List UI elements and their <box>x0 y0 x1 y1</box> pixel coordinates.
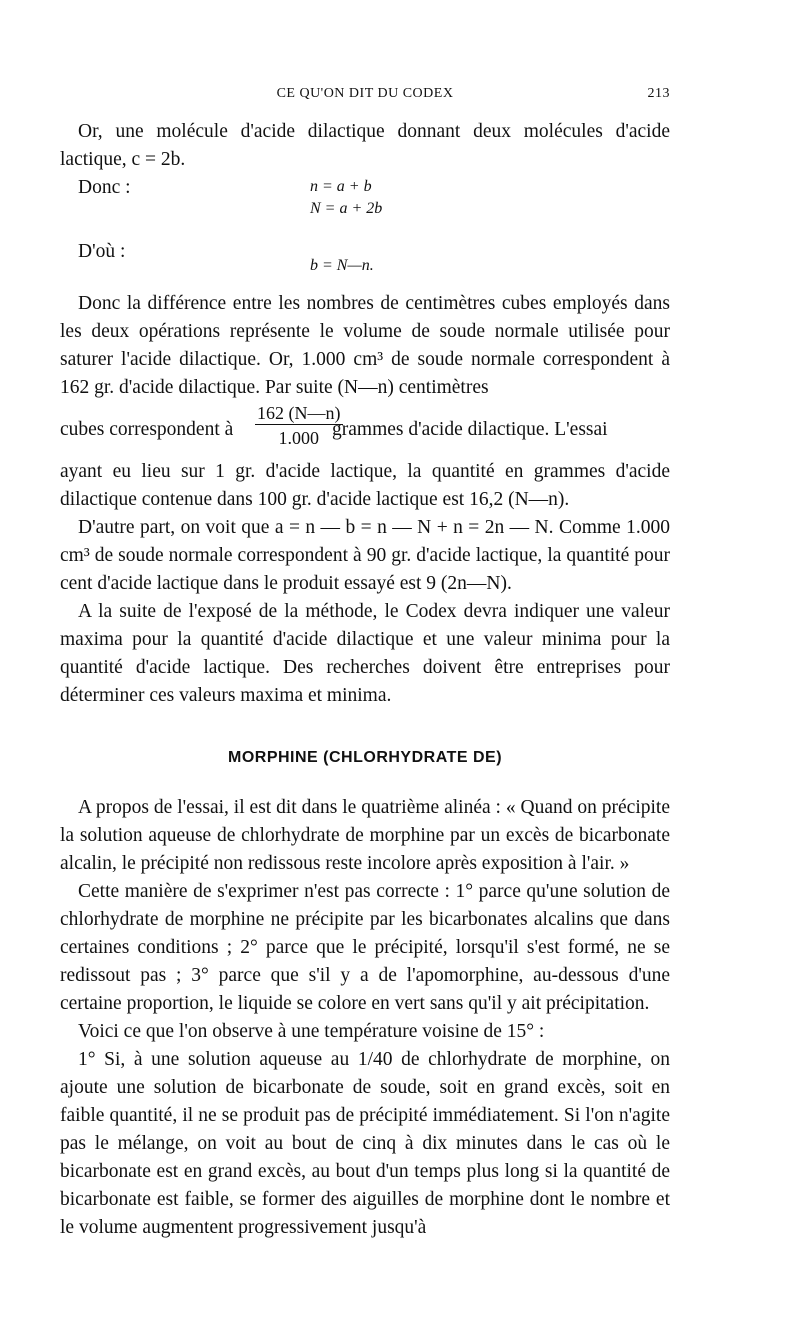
paragraph-6: Cette manière de s'exprimer n'est pas correcte : 1° parce qu'une solution de chlorhydrate de morphine ne précipite par les bicarbonates alcalins que dans certaines conditions ; 2° parce que le précipité, lorsqu'il s'est formé, ne se redissout pas ; 3° parce que s'il y a de l'apomorphine, au-dessous d'une certaine proportion, le liquide se colore en vert sans qu'il y ait précipitation. <box>60 881 670 1014</box>
paragraph-8: 1° Si, à une solution aqueuse au 1/40 de chlorhydrate de morphine, on ajoute une solution de bicarbonate de soude, soit en grand excès, soit en faible quantité, il ne se produit pas de précipité immédiatement. Si l'on n'agite pas le mélange, on voit au bout de cinq à dix minutes dans le cas où le bicarbonate est en grand excès, au bout d'un temps plus long si la quantité de bicarbonate est faible, se former des aiguilles de morphine dont le nombre et le volume augmentent progressivement jusqu'à <box>60 1049 670 1238</box>
page-body <box>60 118 670 1242</box>
page-number: 213 <box>647 86 670 101</box>
equation-block-donc <box>60 174 670 236</box>
donc-label: Donc : <box>78 177 131 198</box>
paragraph-2: Donc la différence entre les nombres de centimètres cubes employés dans les deux opérations représente le volume de soude normale utilisée pour saturer l'acide dilactique. Or, 1.000 cm³ de soude normale correspondent à 162 gr. d'acide dilactique. Par suite (N—n) centimètres <box>60 293 670 398</box>
section-title: MORPHINE (CHLORHYDRATE DE) <box>227 749 503 766</box>
fraction-denominator: 1.000 <box>278 428 319 448</box>
running-head <box>60 86 670 110</box>
equation-block-dou <box>60 236 670 280</box>
equation-2: N = a + 2b <box>310 200 383 217</box>
paragraph-2-end: ayant eu lieu sur 1 gr. d'acide lactique, la quantité en grammes d'acide dilactique contenue dans 100 gr. d'acide lactique est 16,2 (N—n). <box>60 461 670 510</box>
paragraph-7: Voici ce que l'on observe à une température voisine de 15° : <box>78 1021 545 1042</box>
fraction <box>255 402 343 449</box>
running-title: CE QU'ON DIT DU CODEX <box>276 86 454 101</box>
fraction-line <box>60 402 670 458</box>
equations-system <box>310 176 382 220</box>
fraction-numerator: 162 (N—n) <box>257 403 341 423</box>
equation-3: b = N—n. <box>310 257 374 274</box>
cubes-text: cubes correspondent à <box>60 419 234 440</box>
paragraph-3: D'autre part, on voit que a = n — b = n — N + n = 2n — N. Comme 1.000 cm³ de soude normale correspondent à 90 gr. d'acide lactique, la quantité pour cent d'acide lactique dans le produit essayé est 9 (2n—N). <box>60 517 670 594</box>
paragraph-1: Or, une molécule d'acide dilactique donnant deux molécules d'acide lactique, c = 2b. <box>60 121 670 170</box>
paragraph-4: A la suite de l'exposé de la méthode, le Codex devra indiquer une valeur maxima pour la quantité d'acide dilactique et une valeur minima pour la quantité d'acide lactique. Des recherches doivent être entreprises pour déterminer ces valeurs maxima et minima. <box>60 601 670 706</box>
grammes-text: grammes d'acide dilactique. L'essai <box>332 419 608 440</box>
paragraph-5: A propos de l'essai, il est dit dans le quatrième alinéa : « Quand on précipite la solution aqueuse de chlorhydrate de morphine par un excès de bicarbonate alcalin, le précipité non redissous reste incolore après exposition à l'air. » <box>60 797 670 874</box>
equation-1: n = a + b <box>310 178 372 195</box>
dou-label: D'où : <box>78 241 126 262</box>
